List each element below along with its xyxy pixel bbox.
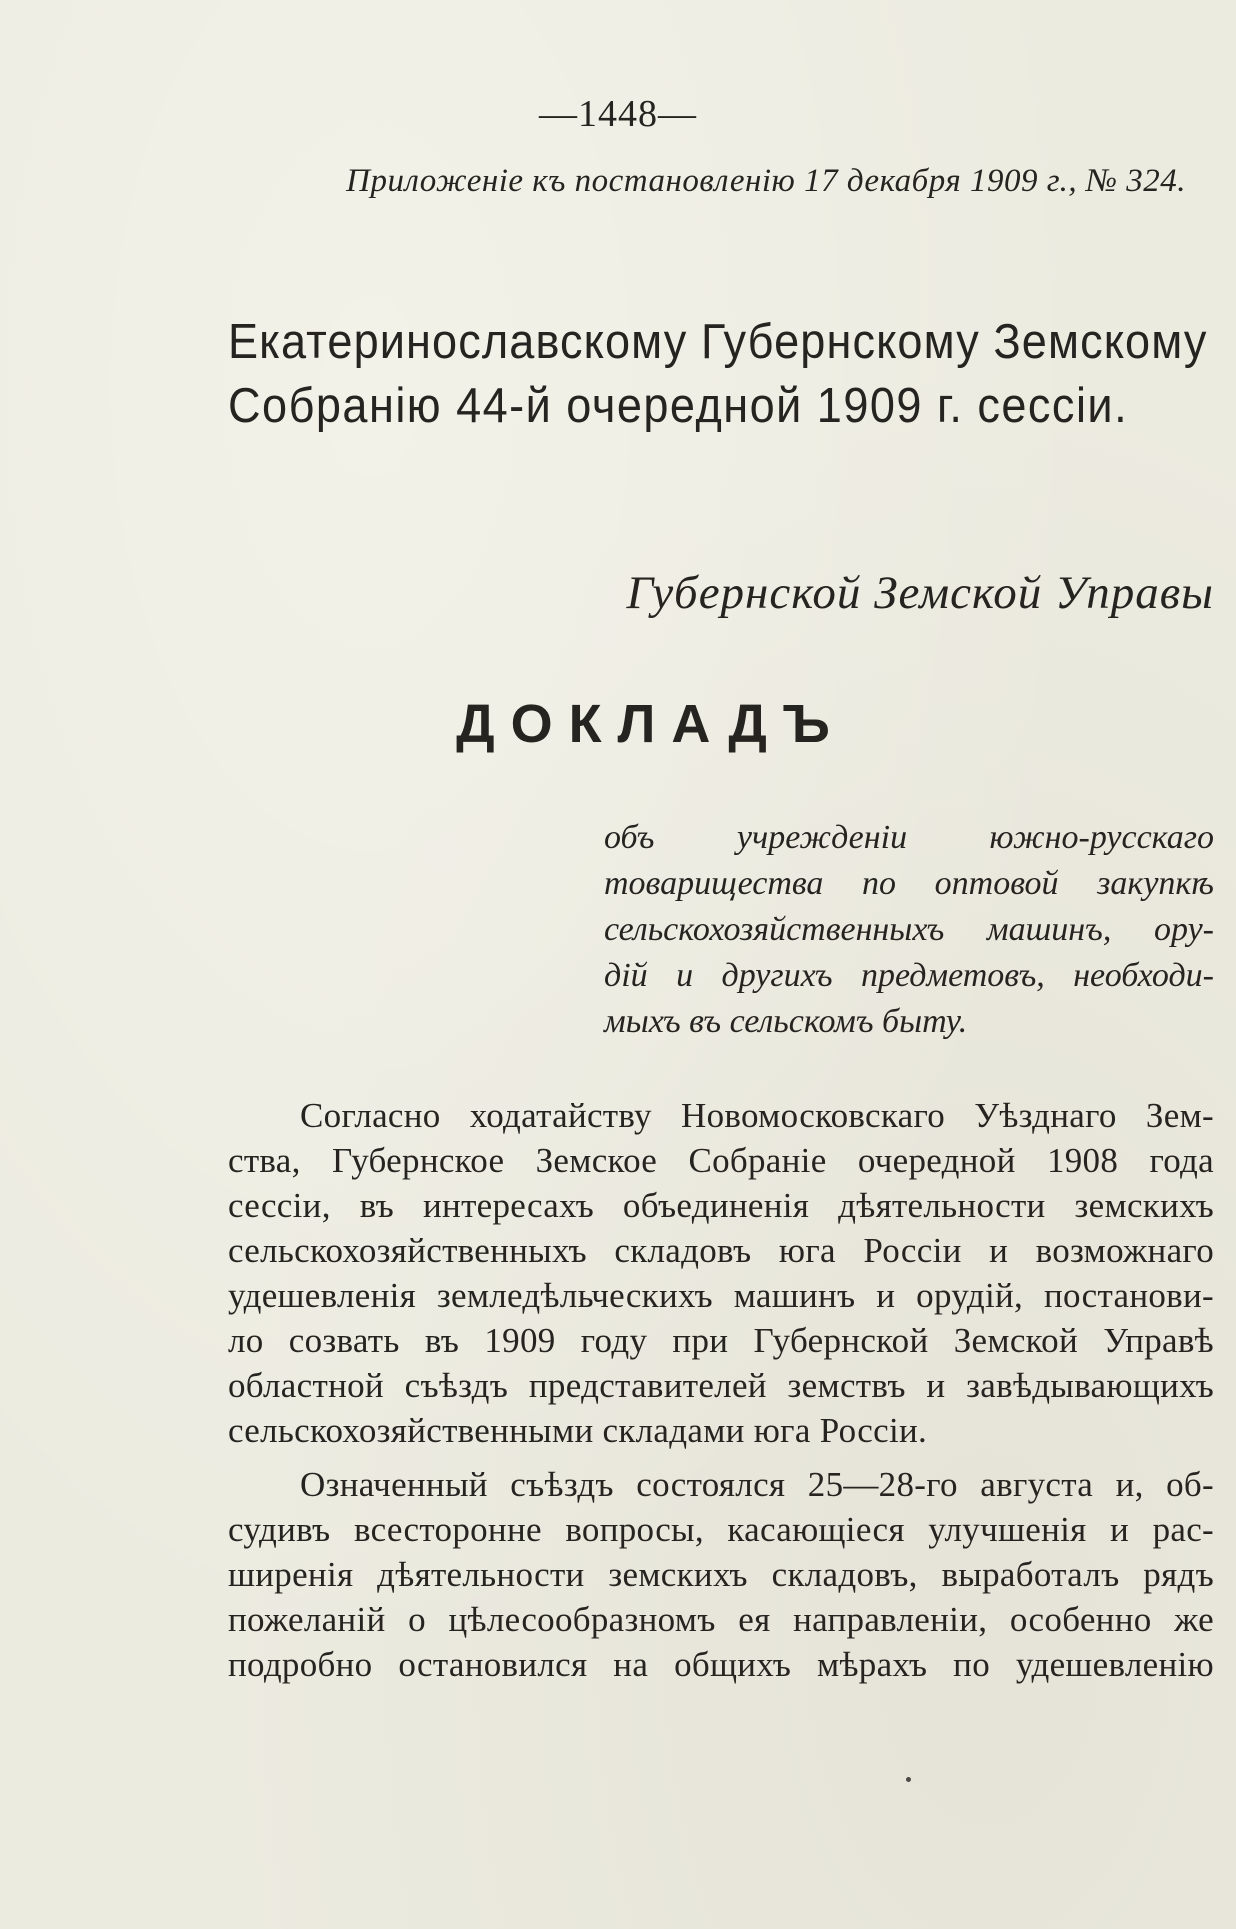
text-line: ло созвать въ 1909 году при Губернской Земской Управѣ bbox=[228, 1321, 1214, 1360]
text-line: сессіи, въ интересахъ объединенія дѣятельности земскихъ bbox=[228, 1186, 1214, 1225]
appendix-note: Приложеніе къ постановленію 17 декабря 1909 г., № 324. bbox=[346, 163, 1186, 199]
text-line: областной съѣздъ представителей земствъ и завѣдывающихъ bbox=[228, 1366, 1214, 1405]
subject-line: сельскохозяйственныхъ машинъ, ору- bbox=[604, 911, 1214, 948]
ink-speck bbox=[906, 1777, 911, 1782]
addressee-line: Собранію 44-й очередной 1909 г. сессіи. bbox=[228, 379, 1129, 433]
page-number: —1448— bbox=[539, 93, 697, 135]
paragraph-1 bbox=[228, 1093, 1214, 1453]
subject-line: мыхъ въ сельскомъ быту. bbox=[604, 1003, 968, 1040]
text-line: сельскохозяйственными складами юга Россіи. bbox=[228, 1411, 928, 1450]
sender-line: Губернской Земской Управы bbox=[626, 567, 1214, 619]
text-line: ширенія дѣятельности земскихъ складовъ, выработалъ рядъ bbox=[228, 1555, 1214, 1594]
subject-line: объ учрежденіи южно-русскаго bbox=[604, 819, 1214, 856]
text-line: подробно остановился на общихъ мѣрахъ по удешевленію bbox=[228, 1645, 1214, 1684]
text-line: сельскохозяйственныхъ складовъ юга Россіи и возможнаго bbox=[228, 1231, 1214, 1270]
addressee-heading bbox=[228, 310, 1208, 438]
addressee-line: Екатеринославскому Губернскому Земскому bbox=[228, 315, 1208, 369]
text-line: судивъ всесторонне вопросы, касающіеся улучшенія и рас- bbox=[228, 1510, 1214, 1549]
text-line: Согласно ходатайству Новомосковскаго Уѣзднаго Зем- bbox=[300, 1096, 1214, 1135]
text-line: Означенный съѣздъ состоялся 25—28-го августа и, об- bbox=[300, 1465, 1214, 1504]
report-subject bbox=[604, 815, 1214, 1045]
body-text bbox=[228, 1093, 1214, 1687]
paragraph-gap bbox=[228, 1453, 1214, 1462]
text-line: пожеланій о цѣлесообразномъ ея направленіи, особенно же bbox=[228, 1600, 1214, 1639]
subject-line: товарищества по оптовой закупкѣ bbox=[604, 865, 1214, 902]
paragraph-2 bbox=[228, 1462, 1214, 1687]
text-line: удешевленія земледѣльческихъ машинъ и орудій, постанови- bbox=[228, 1276, 1214, 1315]
subject-line: дій и другихъ предметовъ, необходи- bbox=[604, 957, 1214, 994]
text-line: ства, Губернское Земское Собраніе очередной 1908 года bbox=[228, 1141, 1214, 1180]
report-title: ДОКЛАДЪ bbox=[456, 694, 846, 754]
